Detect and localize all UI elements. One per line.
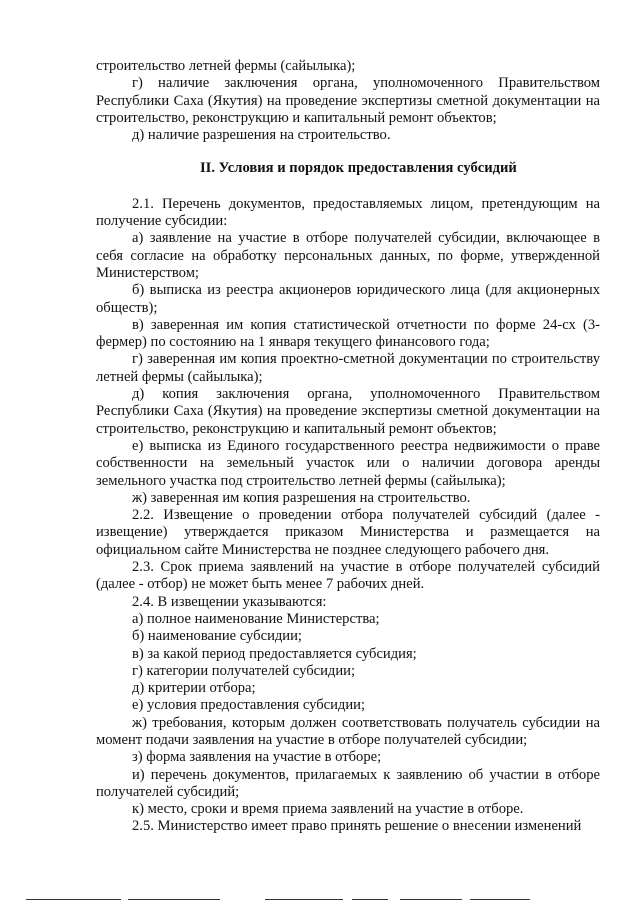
scan-artifact-line <box>128 899 220 900</box>
scan-artifact-line <box>352 899 388 900</box>
paragraph: а) заявление на участие в отборе получателей субсидии, включающее в себя согласие на обработку персональных данных, по форме, утвержденной Министерством; <box>96 230 600 281</box>
scan-artifact-line <box>470 899 530 900</box>
paragraph: б) выписка из реестра акционеров юридического лица (для акционерных обществ); <box>96 282 600 316</box>
paragraph: 2.5. Министерство имеет право принять решение о внесении изменений <box>132 818 582 835</box>
paragraphs-main <box>96 196 600 836</box>
section-heading: II. Условия и порядок предоставления субсидий <box>200 160 517 177</box>
paragraph: д) наличие разрешения на строительство. <box>132 127 391 144</box>
paragraph: д) копия заключения органа, уполномоченного Правительством Республики Саха (Якутия) на проведение экспертизы сметной документации на строительство, реконструкцию и капитальный ремонт объектов; <box>96 386 600 437</box>
paragraphs-top <box>96 58 600 144</box>
list-item: з) форма заявления на участие в отборе; <box>132 749 382 766</box>
list-item: г) категории получателей субсидии; <box>132 662 356 679</box>
list-item: и) перечень документов, прилагаемых к заявлению об участии в отборе получателей субсидий; <box>96 766 600 800</box>
paragraph: 2.1. Перечень документов, предоставляемых лицом, претендующим на получение субсидии: <box>96 195 600 230</box>
scan-artifact-line <box>400 899 462 900</box>
document-body <box>96 58 600 836</box>
list-item: к) место, сроки и время приема заявлений на участие в отборе. <box>132 801 524 818</box>
paragraph: строительство летней фермы (сайылыка); <box>96 58 356 74</box>
scan-artifact-line <box>26 899 121 900</box>
paragraph: 2.3. Срок приема заявлений на участие в отборе получателей субсидий (далее - отбор) не может быть менее 7 рабочих дней. <box>96 559 600 593</box>
paragraph: е) выписка из Единого государственного реестра недвижимости о праве собственности на земельный участок или о наличии договора аренды земельного участка под строительство летней фермы (сайылыка); <box>96 437 600 489</box>
paragraph: ж) заверенная им копия разрешения на строительство. <box>132 489 471 506</box>
list-item: а) полное наименование Министерства; <box>132 610 380 627</box>
scan-artifact-line <box>265 899 343 900</box>
list-item: в) за какой период предоставляется субсидия; <box>132 645 417 662</box>
list-item: д) критерии отбора; <box>132 680 256 697</box>
paragraph: г) заверенная им копия проектно-сметной документации по строительству летней фермы (сайылыка); <box>96 351 600 385</box>
paragraph: 2.4. В извещении указываются: <box>132 593 327 610</box>
list-item: е) условия предоставления субсидии; <box>132 697 366 714</box>
list-item: ж) требования, которым должен соответствовать получатель субсидии на момент подачи заявления на участие в отборе получателей субсидии; <box>96 714 600 748</box>
paragraph: 2.2. Извещение о проведении отбора получателей субсидий (далее - извещение) утверждается приказом Министерства и размещается на официальном сайте Министерства не позднее следующего рабочего дня. <box>96 507 600 558</box>
list-item: б) наименование субсидии; <box>132 628 302 645</box>
paragraph: в) заверенная им копия статистической отчетности по форме 24-сх (3-фермер) по состоянию на 1 января текущего финансового года; <box>96 316 600 351</box>
paragraph: г) наличие заключения органа, уполномоченного Правительством Республики Саха (Якутия) на проведение экспертизы сметной документации на строительство, реконструкцию и капитальный ремонт объектов; <box>96 75 600 126</box>
